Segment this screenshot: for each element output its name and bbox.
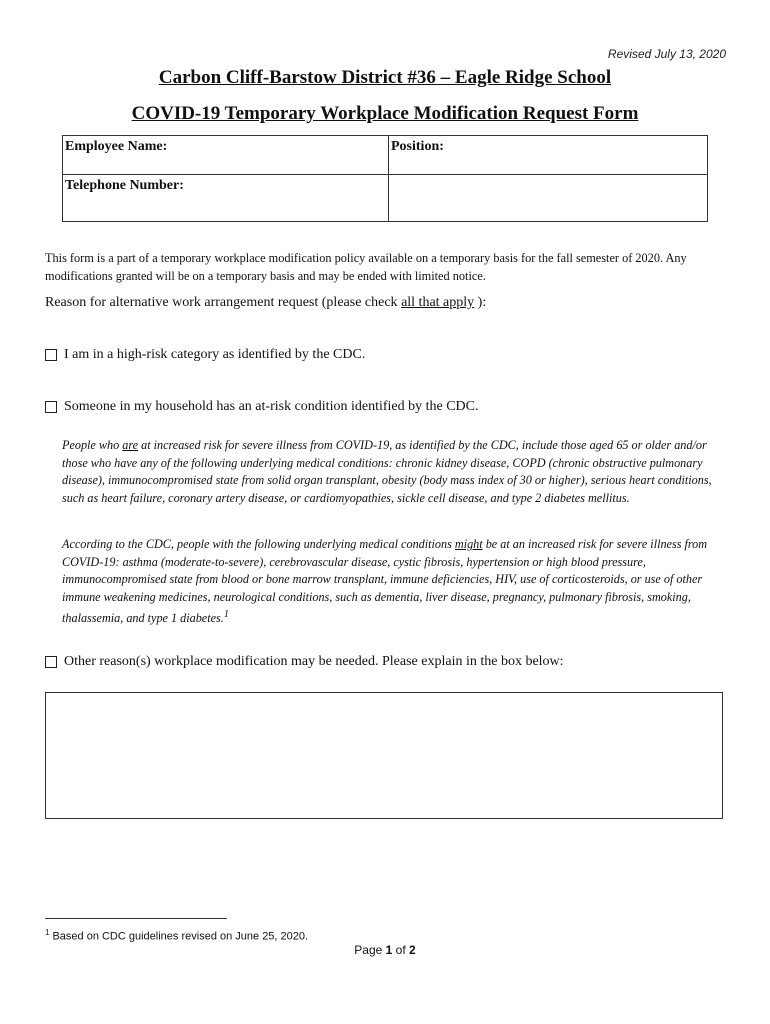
option-high-risk: [45, 347, 365, 363]
cdc-might-prefix: According to the CDC, people with the following underlying medical conditions: [62, 537, 455, 551]
footnote-text: Based on CDC guidelines revised on June 25, 2020.: [52, 930, 309, 943]
cdc-are-emph: are: [122, 438, 139, 452]
cdc-are-prefix: People who: [62, 438, 123, 452]
blank-field[interactable]: [389, 175, 708, 222]
telephone-label: Telephone Number:: [65, 178, 184, 193]
reason-suffix: ):: [474, 295, 487, 310]
page-word: Page: [354, 943, 383, 957]
reason-prompt: [45, 295, 486, 311]
household-label: Someone in my household has an at-risk condition identified by the CDC.: [64, 399, 479, 414]
employee-name-field[interactable]: [63, 136, 389, 175]
telephone-field[interactable]: [63, 175, 389, 222]
cdc-might-rest: be at an increased risk for severe illness from COVID-19: asthma (moderate-to-severe), cerebrovascular disease, cystic fibrosis, hypertension or high blood pressure, immunocompromised state from blood or bone marrow transplant, immune deficiencies, HIV, use of corticosteroids, or use of other immune weakening medicines, neurological conditions, such as dementia, liver disease, pregnancy, pulmonary fibrosis, smoking, thalassemia, and type 1 diabetes.: [62, 537, 708, 626]
reason-prefix: Reason for alternative work arrangement request (please check: [45, 295, 402, 310]
revised-date: Revised July 13, 2020: [607, 47, 726, 61]
option-household: [45, 399, 479, 415]
high-risk-label: I am in a high-risk category as identified by the CDC.: [64, 347, 366, 362]
cdc-might-emph: might: [454, 537, 483, 551]
footnote-ref: 1: [223, 609, 229, 620]
cdc-are-rest: at increased risk for severe illness from COVID-19, as identified by the CDC, include those aged 65 or older and/or those who have any of the following underlying medical conditions: chronic kidney disease, COPD (chronic obstructive pulmonary disease), immunocompromised state from solid organ transplant, obesity (body mass index of 30 or higher), serious heart conditions, such as heart failure, coronary artery disease, or cardiomyopathies, sickle cell disease, and type 2 diabetes mellitus.: [62, 438, 712, 505]
footnote-divider: [45, 918, 227, 919]
footnote: [45, 928, 308, 943]
footnote-marker: 1: [45, 928, 50, 937]
position-field[interactable]: [389, 136, 708, 175]
intro-paragraph: This form is a part of a temporary workplace modification policy available on a temporary basis for the fall semester of 2020. Any modifications granted will be on a temporary basis and may be ended with limited notice.: [45, 251, 687, 283]
cdc-are-paragraph: [62, 437, 730, 507]
employee-info-table: [62, 135, 708, 222]
other-checkbox[interactable]: [45, 656, 57, 668]
cdc-might-paragraph: [62, 536, 730, 628]
high-risk-checkbox[interactable]: [45, 349, 57, 361]
page-of: of: [395, 943, 406, 957]
employee-name-label: Employee Name:: [65, 139, 168, 154]
option-other: [45, 654, 564, 670]
page-total: 2: [409, 943, 416, 957]
other-label: Other reason(s) workplace modification may be needed. Please explain in the box below:: [64, 654, 564, 669]
explanation-box[interactable]: [45, 692, 723, 819]
reason-underlined: all that apply: [401, 295, 475, 310]
household-checkbox[interactable]: [45, 401, 57, 413]
position-label: Position:: [391, 139, 444, 154]
page-number: [0, 943, 770, 957]
form-title: COVID-19 Temporary Workplace Modification Request Form: [131, 103, 639, 124]
page-current: 1: [385, 943, 393, 957]
district-title: Carbon Cliff-Barstow District #36 – Eagle Ridge School: [158, 67, 612, 88]
